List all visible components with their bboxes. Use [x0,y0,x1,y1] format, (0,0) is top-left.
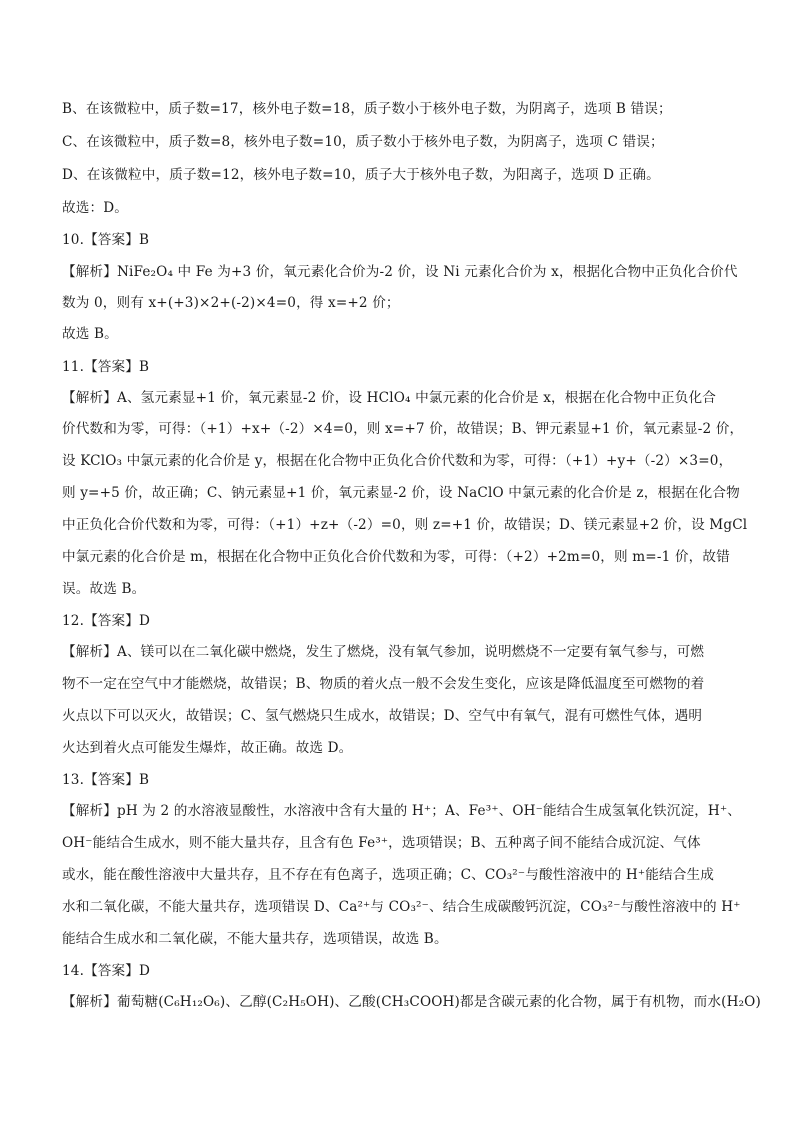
text-line: 【解析】A、镁可以在二氧化碳中燃烧，发生了燃烧，没有氧气参加，说明燃烧不一定要有氧气参与，可燃 [62,644,705,660]
text-line: 火达到着火点可能发生爆炸，故正确。故选 D。 [62,740,353,756]
answer-heading: 12.【答案】D [62,613,151,629]
text-line: 价代数和为零，可得：（+1）+x+（-2）×4=0，则 x=+7 价，故错误；B、钾元素显+1 价，氧元素显-2 价， [62,421,744,437]
text-line: 【解析】pH 为 2 的水溶液显酸性，水溶液中含有大量的 H⁺；A、Fe³⁺、OH⁻能结合生成氢氧化铁沉淀，H⁺、 [62,803,742,819]
answer-heading: 11.【答案】B [62,359,150,375]
text-line: C、在该微粒中，质子数=8，核外电子数=10，质子数小于核外电子数，为阴离子，选项 C 错误； [62,134,664,150]
text-line: 中正负化合价代数和为零，可得：（+1）+z+（-2）=0，则 z=+1 价，故错误；D、镁元素显+2 价，设 MgCl [62,517,748,533]
text-line: 【解析】A、氢元素显+1 价，氧元素显-2 价，设 HClO₄ 中氯元素的化合价是 x，根据在化合物中正负化合 [62,390,716,406]
text-line: 故选 B。 [62,326,118,342]
answer-heading: 14.【答案】D [62,963,151,979]
text-line: 火点以下可以灭火，故错误；C、氢气燃烧只生成水，故错误；D、空气中有氧气，混有可燃性气体，遇明 [62,708,703,724]
text-line: 故选：D。 [62,200,129,216]
answer-heading: 10.【答案】B [62,232,150,248]
answer-heading: 13.【答案】B [62,772,150,788]
text-line: 能结合生成水和二氧化碳，不能大量共存，选项错误，故选 B。 [62,931,448,947]
text-line: 中氯元素的化合价是 m，根据在化合物中正负化合价代数和为零，可得：（+2）+2m=0，则 m=-1 价，故错 [62,549,730,565]
text-line: 或水，能在酸性溶液中大量共存，且不存在有色离子，选项正确；C、CO₃²⁻与酸性溶液中的 H⁺能结合生成 [62,867,714,883]
text-line: D、在该微粒中，质子数=12，核外电子数=10，质子大于核外电子数，为阳离子，选项 D 正确。 [62,167,660,183]
text-line: OH⁻能结合生成水，则不能大量共存，且含有色 Fe³⁺，选项错误；B、五种离子间不能结合成沉淀、气体 [62,835,701,851]
text-line: 【解析】NiFe₂O₄ 中 Fe 为+3 价，氧元素化合价为-2 价，设 Ni 元素化合价为 x，根据化合物中正负化合价代 [62,264,738,280]
text-line: B、在该微粒中，质子数=17，核外电子数=18，质子数小于核外电子数，为阴离子，选项 B 错误； [62,101,672,117]
text-line: 数为 0，则有 x+(+3)×2+(-2)×4=0，得 x=+2 价； [62,295,400,311]
text-line: 【解析】葡萄糖(C₆H₁₂O₆)、乙醇(C₂H₅OH)、乙酸(CH₃COOH)都是含碳元素的化合物，属于有机物，而水(H₂O) [62,994,761,1010]
text-line: 物不一定在空气中才能燃烧，故错误；B、物质的着火点一般不会发生变化，应该是降低温度至可燃物的着 [62,676,705,692]
text-line: 则 y=+5 价，故正确；C、钠元素显+1 价，氧元素显-2 价，设 NaClO 中氯元素的化合价是 z，根据在化合物 [62,485,740,501]
text-line: 误。故选 B。 [62,581,146,597]
text-line: 水和二氧化碳，不能大量共存，选项错误 D、Ca²⁺与 CO₃²⁻、结合生成碳酸钙沉淀，CO₃²⁻与酸性溶液中的 H⁺ [62,899,741,915]
text-line: 设 KClO₃ 中氯元素的化合价是 y，根据在化合物中正负化合价代数和为零，可得：（+1）+y+（-2）×3=0， [62,453,733,469]
